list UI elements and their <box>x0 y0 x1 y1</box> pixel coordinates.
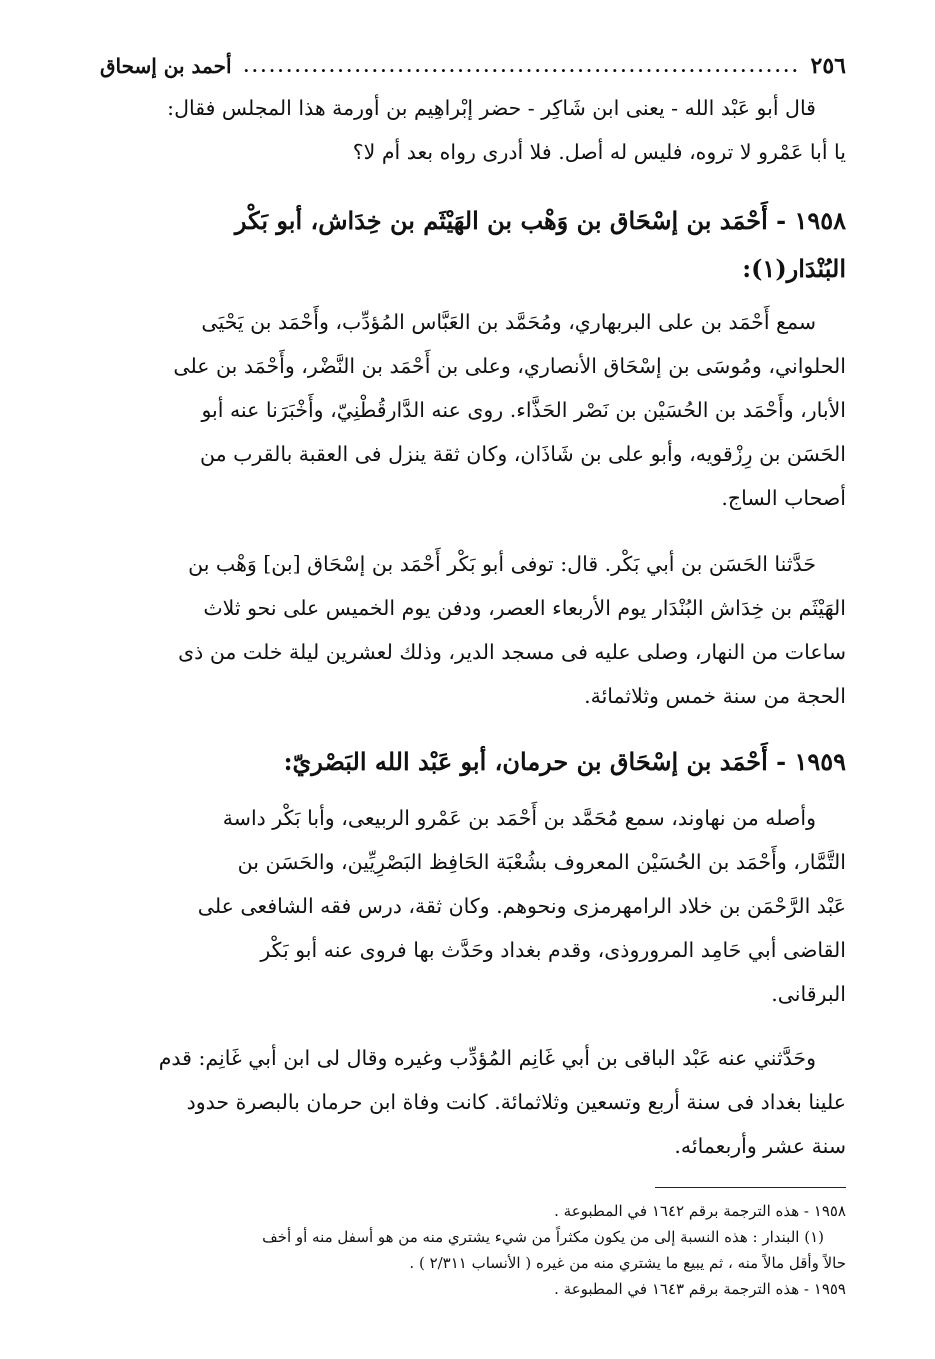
page-number: ٢٥٦ <box>810 53 846 79</box>
text-line: الأبار، وأَحْمَد بن الحُسَيْن بن نَصْر الحَذَّاء. روى عنه الدَّارقُطْنِيّ، وأَخْبَرَنا عنه أبو <box>201 398 846 422</box>
text-line: الحَسَن بن رِزْقويه، وأبو على بن شَاذَان، وكان ثقة ينزل فى العقبة بالقرب من <box>200 442 846 466</box>
running-header <box>100 46 846 86</box>
text-line: وأصله من نهاوند، سمع مُحَمَّد بن أَحْمَد بن عَمْرو الربيعى، وأبا بَكْر داسة <box>222 806 816 830</box>
leader-dots <box>242 57 801 76</box>
text-line: البرقانى. <box>771 982 846 1006</box>
footnote-line: حالاً وأقل مالاً منه ، ثم يبيع ما يشتري منه من غيره ( الأنساب ٢/٣١١ ) . <box>409 1254 846 1272</box>
text-line: القاضى أبي حَامِد المروروذى، وقدم بغداد وحَدَّث بها فروى عنه أبو بَكْر <box>260 938 846 962</box>
entry-1958-heading <box>100 197 846 293</box>
footnotes <box>100 1198 846 1302</box>
entry-1958-paragraph-2 <box>100 542 846 718</box>
text-line: سمع أَحْمَد بن على البربهاري، ومُحَمَّد بن العَبَّاس المُؤدِّب، وأَحْمَد بن يَحْيَى <box>201 310 816 334</box>
text-line: الحجة من سنة خمس وثلاثمائة. <box>584 684 846 708</box>
text-line: عَبْد الرَّحْمَن بن خلاد الرامهرمزى ونحوهم. وكان ثقة، درس فقه الشافعى على <box>197 894 846 918</box>
entry-1958-paragraph-1 <box>100 300 846 520</box>
footnote-line: ١٩٥٨ - هذه الترجمة برقم ١٦٤٢ في المطبوعة . <box>554 1202 846 1220</box>
entry-1959-paragraph-2 <box>100 1036 846 1168</box>
text-line: التَّمَّار، وأَحْمَد بن الحُسَيْن المعروف بشُعْبَة الحَافِظ البَصْرِيِّين، والحَسَن بن <box>237 850 846 874</box>
text-line: ساعات من النهار، وصلى عليه فى مسجد الدير، وذلك لعشرين ليلة خلت من ذى <box>178 640 846 664</box>
text-line: سنة عشر وأربعمائه. <box>674 1134 846 1158</box>
entry-heading-line: البُنْدَار(١): <box>742 254 846 283</box>
entry-heading-line: ١٩٥٩ - أَحْمَد بن إسْحَاق بن حرمان، أبو عَبْد الله البَصْريّ: <box>283 747 846 776</box>
text-line: الهَيْثَم بن خِدَاش البُنْدَار يوم الأربعاء العصر، ودفن يوم الخميس على نحو ثلاث <box>203 596 846 620</box>
footnote-line: (١) البندار : هذه النسبة إلى من يكون مكثراً من شيء يشتري منه من هو أسفل منه أو أخف <box>262 1228 824 1246</box>
running-title: أحمد بن إسحاق <box>100 54 232 78</box>
intro-paragraph <box>100 86 846 174</box>
text-line: علينا بغداد فى سنة أربع وتسعين وثلاثمائة. كانت وفاة ابن حرمان بالبصرة حدود <box>186 1090 846 1114</box>
text-line: حَدَّثنا الحَسَن بن أبي بَكْر. قال: توفى أبو بَكْر أَحْمَد بن إسْحَاق [بن] وَهْب بن <box>188 552 816 576</box>
text-line: وحَدَّثني عنه عَبْد الباقى بن أبي غَانِم المُؤدِّب وغيره وقال لى ابن أبي غَانِم: قدم <box>158 1046 816 1070</box>
text-line: يا أبا عَمْرو لا تروه، فليس له أصل. فلا أدرى رواه بعد أم لا؟ <box>352 140 846 164</box>
text-line: قال أبو عَبْد الله - يعنى ابن شَاكِر - حضر إبْراهِيم بن أورمة هذا المجلس فقال: <box>167 96 816 120</box>
footnote-separator <box>655 1187 846 1188</box>
text-line: أصحاب الساج. <box>721 486 846 510</box>
text-line: الحلواني، ومُوسَى بن إسْحَاق الأنصاري، وعلى بن أَحْمَد بن النَّضْر، وأَحْمَد بن على <box>173 354 846 378</box>
entry-1959-paragraph-1 <box>100 796 846 1016</box>
footnote-line: ١٩٥٩ - هذه الترجمة برقم ١٦٤٣ في المطبوعة . <box>554 1280 846 1298</box>
entry-heading-line: ١٩٥٨ - أَحْمَد بن إسْحَاق بن وَهْب بن الهَيْثَم بن خِدَاش، أبو بَكْر <box>234 206 846 235</box>
entry-1959-heading <box>100 738 846 786</box>
